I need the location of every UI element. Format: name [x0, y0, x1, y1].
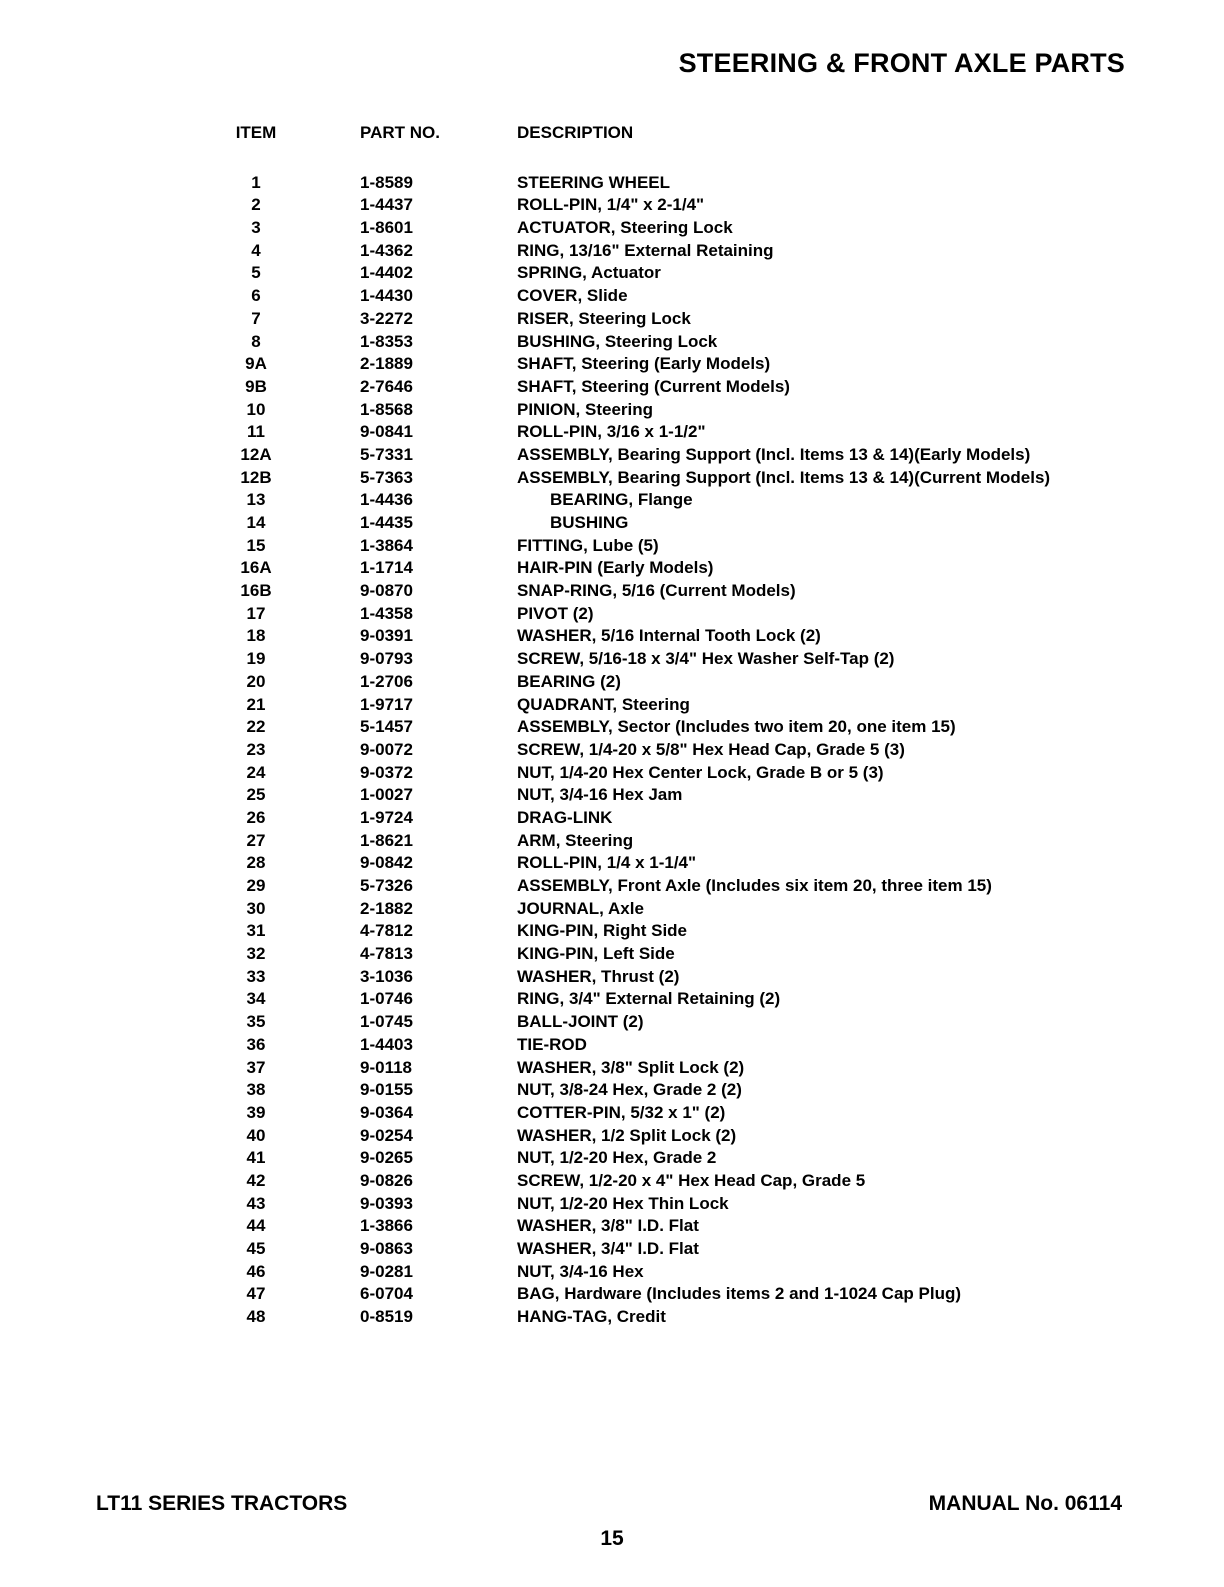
- part-description: WASHER, 1/2 Split Lock (2): [517, 1125, 737, 1145]
- table-row: [222, 353, 1168, 376]
- table-row: [222, 331, 1168, 354]
- table-row: [222, 1147, 1168, 1170]
- part-description: ROLL-PIN, 1/4 x 1-1/4": [517, 853, 697, 873]
- footer-series-label: LT11 SERIES TRACTORS: [96, 1492, 348, 1515]
- part-description: NUT, 1/2-20 Hex, Grade 2: [517, 1148, 717, 1168]
- table-row: [222, 1011, 1168, 1034]
- item-number: 25: [246, 785, 266, 805]
- table-row: [222, 920, 1168, 943]
- item-number: 17: [246, 603, 266, 623]
- table-row: [222, 1034, 1168, 1057]
- part-description: ACTUATOR, Steering Lock: [517, 218, 733, 238]
- part-description: ARM, Steering: [517, 830, 634, 850]
- table-row: [222, 603, 1168, 626]
- part-number: 5-7331: [360, 444, 413, 464]
- table-row: [222, 875, 1168, 898]
- part-description: RISER, Steering Lock: [517, 308, 691, 328]
- item-number: 35: [246, 1012, 266, 1032]
- part-number: 1-4430: [360, 286, 413, 306]
- part-description: SCREW, 5/16-18 x 3/4" Hex Washer Self-Tap (2): [517, 649, 895, 669]
- item-number: 10: [246, 399, 266, 419]
- part-number: 1-9717: [360, 694, 413, 714]
- part-description: BEARING, Flange: [550, 490, 693, 510]
- table-row: [222, 217, 1168, 240]
- part-number: 0-8519: [360, 1307, 413, 1327]
- part-number: 9-0841: [360, 422, 413, 442]
- part-description: HANG-TAG, Credit: [517, 1307, 666, 1327]
- part-number: 9-0364: [360, 1102, 413, 1122]
- item-number: 24: [246, 762, 266, 782]
- item-number: 9B: [245, 376, 267, 396]
- part-description: BALL-JOINT (2): [517, 1012, 644, 1032]
- part-description: WASHER, Thrust (2): [517, 966, 680, 986]
- part-number: 1-3864: [360, 535, 413, 555]
- item-number: 8: [251, 331, 261, 351]
- table-row: [222, 285, 1168, 308]
- column-header-item: ITEM: [235, 123, 277, 142]
- table-row: [222, 671, 1168, 694]
- part-number: 1-4358: [360, 603, 413, 623]
- part-number: 9-0826: [360, 1170, 413, 1190]
- part-description: KING-PIN, Left Side: [517, 944, 675, 964]
- table-row: [222, 966, 1168, 989]
- table-row: [222, 807, 1168, 830]
- table-row: [222, 784, 1168, 807]
- part-number: 1-4437: [360, 195, 413, 215]
- table-row: [222, 489, 1168, 512]
- part-number: 2-1882: [360, 898, 413, 918]
- part-number: 1-4436: [360, 490, 413, 510]
- part-description: KING-PIN, Right Side: [517, 921, 687, 941]
- table-row: [222, 1170, 1168, 1193]
- part-number: 1-0027: [360, 785, 413, 805]
- parts-table: [222, 122, 1168, 1329]
- item-number: 16A: [240, 558, 272, 578]
- item-number: 30: [246, 898, 266, 918]
- item-number: 45: [246, 1239, 266, 1259]
- item-number: 12B: [240, 467, 272, 487]
- item-number: 33: [246, 966, 266, 986]
- part-number: 9-0793: [360, 649, 413, 669]
- table-row: [222, 852, 1168, 875]
- part-description: DRAG-LINK: [517, 807, 613, 827]
- item-number: 7: [251, 308, 261, 328]
- part-description: STEERING WHEEL: [517, 172, 671, 192]
- part-description: SHAFT, Steering (Early Models): [517, 354, 771, 374]
- part-description: TIE-ROD: [517, 1034, 587, 1054]
- part-description: RING, 13/16" External Retaining: [517, 240, 774, 260]
- item-number: 27: [246, 830, 266, 850]
- part-number: 1-8589: [360, 172, 413, 192]
- part-description: SPRING, Actuator: [517, 263, 661, 283]
- part-number: 5-7363: [360, 467, 413, 487]
- part-number: 1-4362: [360, 240, 413, 260]
- item-number: 22: [246, 717, 266, 737]
- item-number: 5: [251, 263, 261, 283]
- part-number: 2-1889: [360, 354, 413, 374]
- part-description: PIVOT (2): [517, 603, 594, 623]
- table-row: [222, 625, 1168, 648]
- part-number: 9-0118: [360, 1057, 412, 1077]
- part-description: WASHER, 3/8" I.D. Flat: [517, 1216, 699, 1236]
- part-description: WASHER, 3/4" I.D. Flat: [517, 1239, 699, 1259]
- part-description: BEARING (2): [517, 671, 621, 691]
- item-number: 6: [251, 286, 261, 306]
- part-number: 1-8353: [360, 331, 413, 351]
- table-row: [222, 172, 1168, 195]
- item-number: 43: [246, 1193, 266, 1213]
- table-row: [222, 580, 1168, 603]
- part-number: 1-1714: [360, 558, 413, 578]
- item-number: 14: [246, 513, 266, 533]
- table-header-row: [222, 122, 1168, 145]
- part-description: WASHER, 5/16 Internal Tooth Lock (2): [517, 626, 821, 646]
- table-row: [222, 739, 1168, 762]
- item-number: 9A: [245, 354, 267, 374]
- item-number: 3: [251, 218, 261, 238]
- part-number: 6-0704: [360, 1284, 413, 1304]
- table-row: [222, 535, 1168, 558]
- table-row: [222, 557, 1168, 580]
- part-number: 9-0393: [360, 1193, 413, 1213]
- part-description: NUT, 1/2-20 Hex Thin Lock: [517, 1193, 729, 1213]
- part-description: JOURNAL, Axle: [517, 898, 644, 918]
- column-header-description: DESCRIPTION: [517, 123, 634, 142]
- part-description: ASSEMBLY, Bearing Support (Incl. Items 13 & 14)(Current Models): [517, 467, 1051, 487]
- part-number: 9-0281: [360, 1261, 413, 1281]
- part-number: 9-0072: [360, 739, 413, 759]
- part-number: 5-7326: [360, 876, 413, 896]
- part-description: NUT, 3/4-16 Hex: [517, 1261, 644, 1281]
- part-number: 9-0863: [360, 1239, 413, 1259]
- part-description: ROLL-PIN, 3/16 x 1-1/2": [517, 422, 706, 442]
- footer-manual-number: MANUAL No. 06114: [928, 1492, 1122, 1515]
- part-description: ROLL-PIN, 1/4" x 2-1/4": [517, 195, 705, 215]
- part-number: 1-8621: [360, 830, 413, 850]
- item-number: 38: [246, 1080, 266, 1100]
- part-number: 5-1457: [360, 717, 413, 737]
- part-description: SHAFT, Steering (Current Models): [517, 376, 790, 396]
- table-row: [222, 1238, 1168, 1261]
- table-row: [222, 1125, 1168, 1148]
- table-row: [222, 648, 1168, 671]
- part-number: 9-0155: [360, 1080, 413, 1100]
- part-number: 1-8601: [360, 218, 413, 238]
- part-description: HAIR-PIN (Early Models): [517, 558, 714, 578]
- part-number: 1-8568: [360, 399, 413, 419]
- table-row: [222, 1102, 1168, 1125]
- table-row: [222, 1057, 1168, 1080]
- item-number: 12A: [240, 444, 272, 464]
- table-row: [222, 1079, 1168, 1102]
- part-description: SCREW, 1/4-20 x 5/8" Hex Head Cap, Grade 5 (3): [517, 739, 905, 759]
- item-number: 46: [246, 1261, 266, 1281]
- table-row: [222, 762, 1168, 785]
- part-description: NUT, 3/8-24 Hex, Grade 2 (2): [517, 1080, 742, 1100]
- item-number: 18: [246, 626, 266, 646]
- item-number: 44: [246, 1216, 266, 1236]
- item-number: 40: [246, 1125, 266, 1145]
- table-row: [222, 988, 1168, 1011]
- part-number: 9-0870: [360, 581, 413, 601]
- item-number: 31: [246, 921, 266, 941]
- table-row: [222, 308, 1168, 331]
- part-description: SCREW, 1/2-20 x 4" Hex Head Cap, Grade 5: [517, 1170, 866, 1190]
- part-number: 3-1036: [360, 966, 413, 986]
- part-number: 4-7812: [360, 921, 413, 941]
- item-number: 16B: [240, 581, 272, 601]
- item-number: 23: [246, 739, 266, 759]
- part-number: 1-0745: [360, 1012, 413, 1032]
- item-number: 1: [251, 172, 261, 192]
- table-row: [222, 1215, 1168, 1238]
- part-description: QUADRANT, Steering: [517, 694, 690, 714]
- item-number: 28: [246, 853, 266, 873]
- part-number: 9-0254: [360, 1125, 413, 1145]
- parts-table-body: [222, 172, 1168, 1329]
- part-description: BAG, Hardware (Includes items 2 and 1-1024 Cap Plug): [517, 1284, 962, 1304]
- item-number: 34: [246, 989, 266, 1009]
- part-number: 9-0372: [360, 762, 413, 782]
- table-row: [222, 1261, 1168, 1284]
- page-title: STEERING & FRONT AXLE PARTS: [678, 48, 1125, 78]
- table-row: [222, 830, 1168, 853]
- column-header-part-no: PART NO.: [360, 123, 440, 142]
- item-number: 29: [246, 876, 266, 896]
- part-description: BUSHING, Steering Lock: [517, 331, 718, 351]
- part-number: 1-4403: [360, 1034, 413, 1054]
- item-number: 21: [246, 694, 266, 714]
- item-number: 32: [246, 944, 266, 964]
- item-number: 47: [246, 1284, 266, 1304]
- part-number: 1-9724: [360, 807, 413, 827]
- part-description: COVER, Slide: [517, 286, 628, 306]
- item-number: 4: [251, 240, 261, 260]
- part-description: RING, 3/4" External Retaining (2): [517, 989, 781, 1009]
- part-number: 4-7813: [360, 944, 413, 964]
- table-row: [222, 716, 1168, 739]
- table-row: [222, 421, 1168, 444]
- table-row: [222, 376, 1168, 399]
- item-number: 13: [246, 490, 266, 510]
- part-description: BUSHING: [550, 513, 629, 533]
- page-number: 15: [600, 1527, 624, 1550]
- table-row: [222, 444, 1168, 467]
- part-number: 1-2706: [360, 671, 413, 691]
- part-number: 9-0391: [360, 626, 413, 646]
- item-number: 11: [247, 422, 265, 442]
- item-number: 41: [246, 1148, 266, 1168]
- item-number: 26: [246, 807, 266, 827]
- part-description: PINION, Steering: [517, 399, 654, 419]
- item-number: 48: [246, 1307, 266, 1327]
- table-row: [222, 512, 1168, 535]
- part-number: 9-0842: [360, 853, 413, 873]
- item-number: 19: [246, 649, 266, 669]
- table-row: [222, 1306, 1168, 1329]
- part-number: 1-0746: [360, 989, 413, 1009]
- table-row: [222, 194, 1168, 217]
- item-number: 15: [246, 535, 266, 555]
- part-number: 3-2272: [360, 308, 413, 328]
- item-number: 37: [246, 1057, 266, 1077]
- part-description: NUT, 1/4-20 Hex Center Lock, Grade B or 5 (3): [517, 762, 884, 782]
- part-description: FITTING, Lube (5): [517, 535, 659, 555]
- part-description: WASHER, 3/8" Split Lock (2): [517, 1057, 745, 1077]
- part-description: NUT, 3/4-16 Hex Jam: [517, 785, 683, 805]
- table-row: [222, 694, 1168, 717]
- part-number: 1-4435: [360, 513, 413, 533]
- table-row: [222, 943, 1168, 966]
- item-number: 2: [251, 195, 261, 215]
- part-number: 1-3866: [360, 1216, 413, 1236]
- table-row: [222, 898, 1168, 921]
- part-number: 2-7646: [360, 376, 413, 396]
- item-number: 42: [246, 1170, 266, 1190]
- part-description: ASSEMBLY, Sector (Includes two item 20, one item 15): [517, 717, 956, 737]
- part-description: ASSEMBLY, Front Axle (Includes six item 20, three item 15): [517, 876, 992, 896]
- table-row: [222, 262, 1168, 285]
- table-row: [222, 1283, 1168, 1306]
- item-number: 20: [246, 671, 266, 691]
- table-row: [222, 399, 1168, 422]
- part-description: ASSEMBLY, Bearing Support (Incl. Items 13 & 14)(Early Models): [517, 444, 1031, 464]
- table-row: [222, 240, 1168, 263]
- part-description: COTTER-PIN, 5/32 x 1" (2): [517, 1102, 726, 1122]
- part-description: SNAP-RING, 5/16 (Current Models): [517, 581, 796, 601]
- table-row: [222, 1193, 1168, 1216]
- table-row: [222, 467, 1168, 490]
- item-number: 36: [246, 1034, 266, 1054]
- item-number: 39: [246, 1102, 266, 1122]
- part-number: 1-4402: [360, 263, 413, 283]
- part-number: 9-0265: [360, 1148, 413, 1168]
